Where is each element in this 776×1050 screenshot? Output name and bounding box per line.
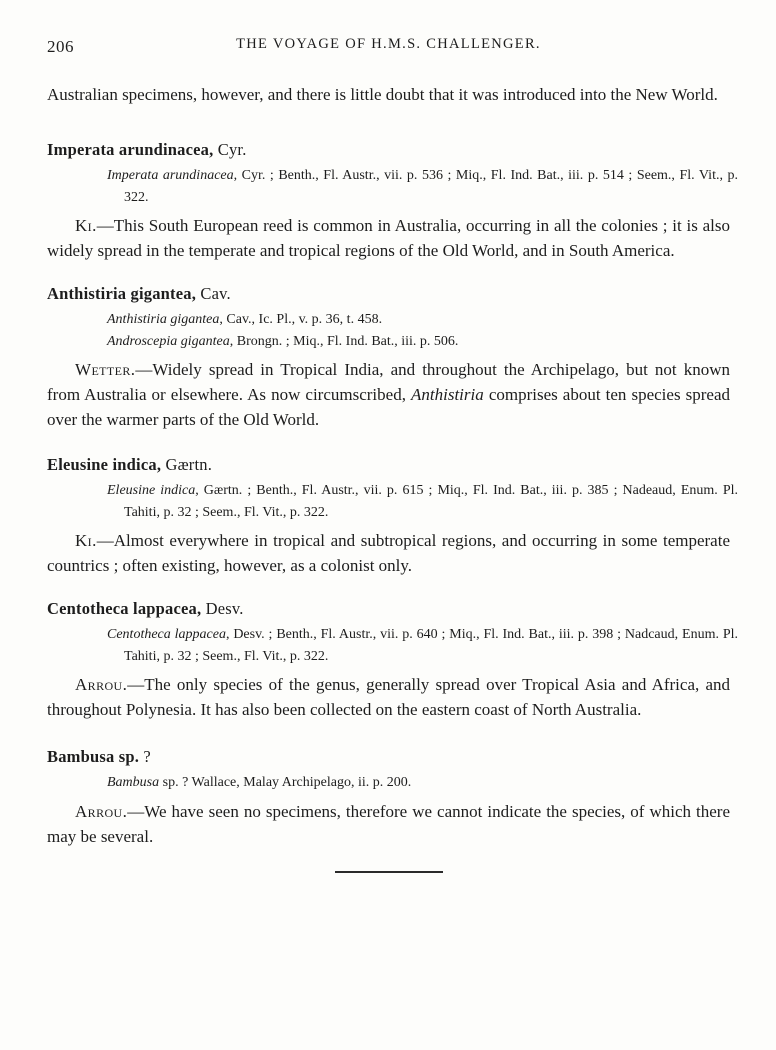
paragraph-text: —Almost everywhere in tropical and subtropical regions, and occurring in some temperate countrics ; often existing, however, as a colonist only.	[47, 531, 730, 575]
locality-label: Ki.	[75, 531, 97, 550]
species-section-centotheca	[47, 598, 738, 722]
paragraph-text: —Widely spread in Tropical India, and throughout the Archipelago, but not known from Australia or elsewhere. As now circumscribed,	[47, 360, 730, 404]
citation-entry	[47, 772, 738, 794]
species-name: Imperata arundinacea,	[47, 140, 214, 159]
page-number: 206	[47, 37, 74, 56]
species-name: Bambusa sp.	[47, 747, 140, 766]
citation-text: , Gærtn. ; Benth., Fl. Austr., vii. p. 615 ; Miq., Fl. Ind. Bat., iii. p. 385 ; Nadeaud, Enum. Pl. Tahiti, p. 32 ; Seem., Fl. Vit., p. 322.	[124, 483, 738, 520]
citation-entry	[47, 331, 738, 353]
locality-label: Ki.	[75, 216, 97, 235]
citation-species-name: Centotheca lappacea	[107, 627, 226, 642]
citation-text: , Brongn. ; Miq., Fl. Ind. Bat., iii. p. 506.	[229, 333, 459, 349]
paragraph-text-2: comprises about ten species spread over the warmer parts of the Old World.	[47, 385, 730, 429]
citation-text: , Cyr. ; Benth., Fl. Austr., vii. p. 536 ; Miq., Fl. Ind. Bat., iii. p. 514 ; Seem., Fl. Vit., p. 322.	[124, 168, 738, 205]
species-name: Eleusine indica,	[47, 455, 162, 474]
locality-label: Wetter.	[75, 360, 136, 379]
paragraph-text: —We have seen no specimens, therefore we cannot indicate the species, of which there may be several.	[47, 801, 730, 846]
species-paragraph	[47, 799, 730, 849]
locality-label: Arrou.	[75, 675, 128, 694]
paragraph-text: —The only species of the genus, generally spread over Tropical Asia and Africa, and throughout Polynesia. It has also been collected on the eastern coast of North Australia.	[47, 675, 730, 719]
citation-text: , Desv. ; Benth., Fl. Austr., vii. p. 640 ; Miq., Fl. Ind. Bat., iii. p. 398 ; Nadcaud, Enum. Pl. Tahiti, p. 32 ; Seem., Fl. Vit., p. 322.	[124, 627, 738, 664]
species-heading	[47, 598, 730, 620]
citation-group	[47, 480, 738, 523]
citation-text: , Cav., Ic. Pl., v. p. 36, t. 458.	[219, 312, 383, 327]
species-authority: Cav.	[196, 284, 231, 303]
species-authority: Cyr.	[213, 140, 247, 159]
locality-label: Arrou.	[75, 801, 128, 821]
citation-text: sp. ? Wallace, Malay Archipelago, ii. p. 200.	[159, 775, 412, 790]
citation-group	[47, 772, 730, 794]
citation-entry	[47, 165, 738, 208]
citation-species-name: Bambusa	[107, 775, 160, 790]
species-heading	[47, 746, 730, 768]
species-authority: ?	[139, 747, 151, 766]
species-section-eleusine	[47, 454, 738, 578]
species-heading	[47, 454, 730, 476]
citation-species-name: Eleusine indica	[107, 483, 196, 498]
species-heading	[47, 139, 730, 161]
citation-species-name: Imperata arundinacea	[107, 168, 234, 183]
intro-paragraph: Australian specimens, however, and there is little doubt that it was introduced into the New World.	[47, 85, 718, 104]
citation-entry	[47, 309, 738, 331]
citation-group	[47, 309, 730, 352]
citation-species-name: Androscepia gigantea	[107, 333, 230, 349]
running-header	[47, 36, 730, 58]
species-paragraph	[47, 213, 730, 263]
citation-species-name: Anthistiria gigantea	[107, 312, 220, 327]
citation-group	[47, 624, 738, 667]
species-section-anthistiria	[47, 283, 730, 432]
citation-group	[47, 165, 738, 208]
citation-entry	[47, 480, 738, 523]
species-section-imperata	[47, 139, 738, 263]
species-paragraph	[47, 528, 730, 578]
paragraph-text: —This South European reed is common in Australia, occurring in all the colonies ; it is also widely spread in the temperate and tropical regions of the Old World, and in South America.	[47, 216, 730, 260]
species-heading	[47, 283, 730, 305]
running-title: THE VOYAGE OF H.M.S. CHALLENGER.	[236, 36, 541, 52]
paragraph-italic: Anthistiria	[411, 385, 484, 404]
species-section-bambusa	[47, 746, 730, 849]
species-name: Centotheca lappacea,	[47, 599, 202, 618]
section-end-rule	[335, 871, 443, 873]
species-name: Anthistiria gigantea,	[47, 284, 197, 303]
species-paragraph	[47, 357, 730, 432]
citation-entry	[47, 624, 738, 667]
species-authority: Gærtn.	[161, 455, 213, 474]
species-paragraph	[47, 672, 730, 722]
species-authority: Desv.	[201, 599, 244, 618]
